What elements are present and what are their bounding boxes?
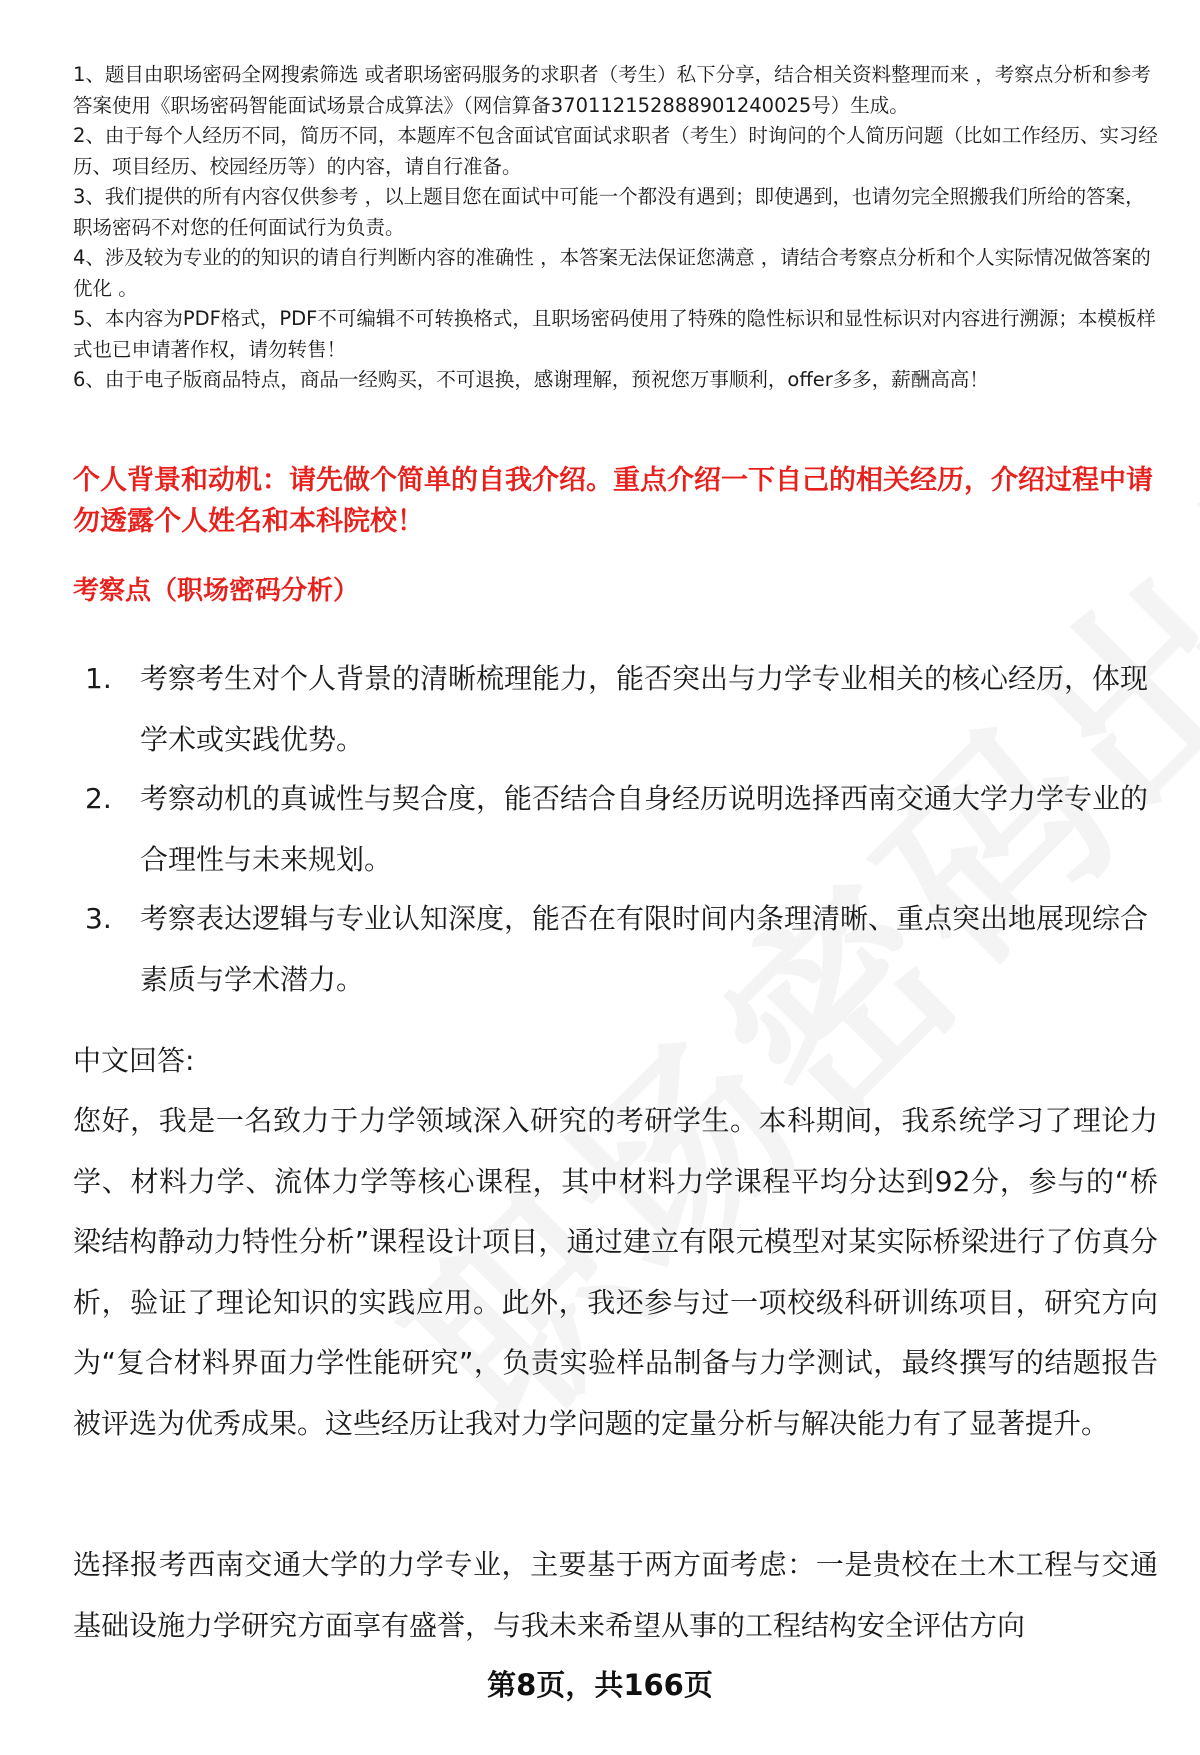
- answer-label: 中文回答:: [73, 1044, 195, 1077]
- disclaimer-block: [73, 60, 1158, 396]
- analysis-item: [73, 888, 1158, 1010]
- analysis-heading: 考察点（职场密码分析）: [73, 576, 360, 606]
- answer-paragraph: 选择报考西南交通大学的力学专业，主要基于两方面考虑：一是贵校在土木工程与交通基础设施力学研究方面享有盛誉，与我未来希望从事的工程结构安全评估方向: [73, 1548, 1158, 1642]
- analysis-item-number: 2.: [85, 782, 112, 815]
- disclaimer-item-2: 2、由于每个人经历不同，简历不同，本题库不包含面试官面试求职者（考生）时询问的个人简历问题（比如工作经历、实习经历、项目经历、校园经历等）的内容，请自行准备。: [73, 124, 1158, 178]
- disclaimer-item-1: 1、题目由职场密码全网搜索筛选 或者职场密码服务的求职者（考生）私下分享，结合相关资料整理而来 ，考察点分析和参考答案使用《职场密码智能面试场景合成算法》（网信算备370112152888901240025号）生成。: [73, 63, 1151, 117]
- analysis-item-number: 1.: [85, 662, 112, 695]
- analysis-item: [73, 648, 1158, 770]
- disclaimer-item-4: 4、涉及较为专业的的知识的请自行判断内容的准确性 ，本答案无法保证您满意 ，请结合考察点分析和个人实际情况做答案的优化 。: [73, 246, 1151, 300]
- answer-paragraph: 您好，我是一名致力于力学领域深入研究的考研学生。本科期间，我系统学习了理论力学、材料力学、流体力学等核心课程，其中材料力学课程平均分达到92分，参与的“桥梁结构静动力特性分析”课程设计项目，通过建立有限元模型对某实际桥梁进行了仿真分析，验证了理论知识的实践应用。此外，我还参与过一项校级科研训练项目，研究方向为“复合材料界面力学性能研究”，负责实验样品制备与力学测试，最终撰写的结题报告被评选为优秀成果。这些经历让我对力学问题的定量分析与解决能力有了显著提升。: [73, 1104, 1158, 1440]
- question-title: 个人背景和动机：请先做个简单的自我介绍。重点介绍一下自己的相关经历，介绍过程中请勿透露个人姓名和本科院校！: [73, 465, 1153, 537]
- disclaimer-item-5: 5、本内容为PDF格式，PDF不可编辑不可转换格式，且职场密码使用了特殊的隐性标识和显性标识对内容进行溯源；本模板样式也已申请著作权，请勿转售！: [73, 307, 1156, 361]
- analysis-item-text: 考察考生对个人背景的清晰梳理能力，能否突出与力学专业相关的核心经历，体现学术或实践优势。: [140, 662, 1149, 756]
- analysis-item-text: 考察表达逻辑与专业认知深度，能否在有限时间内条理清晰、重点突出地展现综合素质与学术潜力。: [140, 902, 1149, 996]
- page-number: 第8页，共166页: [487, 1668, 713, 1702]
- disclaimer-item-6: 6、由于电子版商品特点，商品一经购买，不可退换，感谢理解，预祝您万事顺利，offer多多，薪酬高高！: [73, 368, 989, 391]
- analysis-item-text: 考察动机的真诚性与契合度，能否结合自身经历说明选择西南交通大学力学专业的合理性与未来规划。: [140, 782, 1149, 876]
- analysis-item: [73, 768, 1158, 890]
- disclaimer-item-3: 3、我们提供的所有内容仅供参考 ，以上题目您在面试中可能一个都没有遇到；即使遇到，也请勿完全照搬我们所给的答案，职场密码不对您的任何面试行为负责。: [73, 185, 1145, 239]
- analysis-list: [73, 648, 1158, 1008]
- analysis-item-number: 3.: [85, 902, 112, 935]
